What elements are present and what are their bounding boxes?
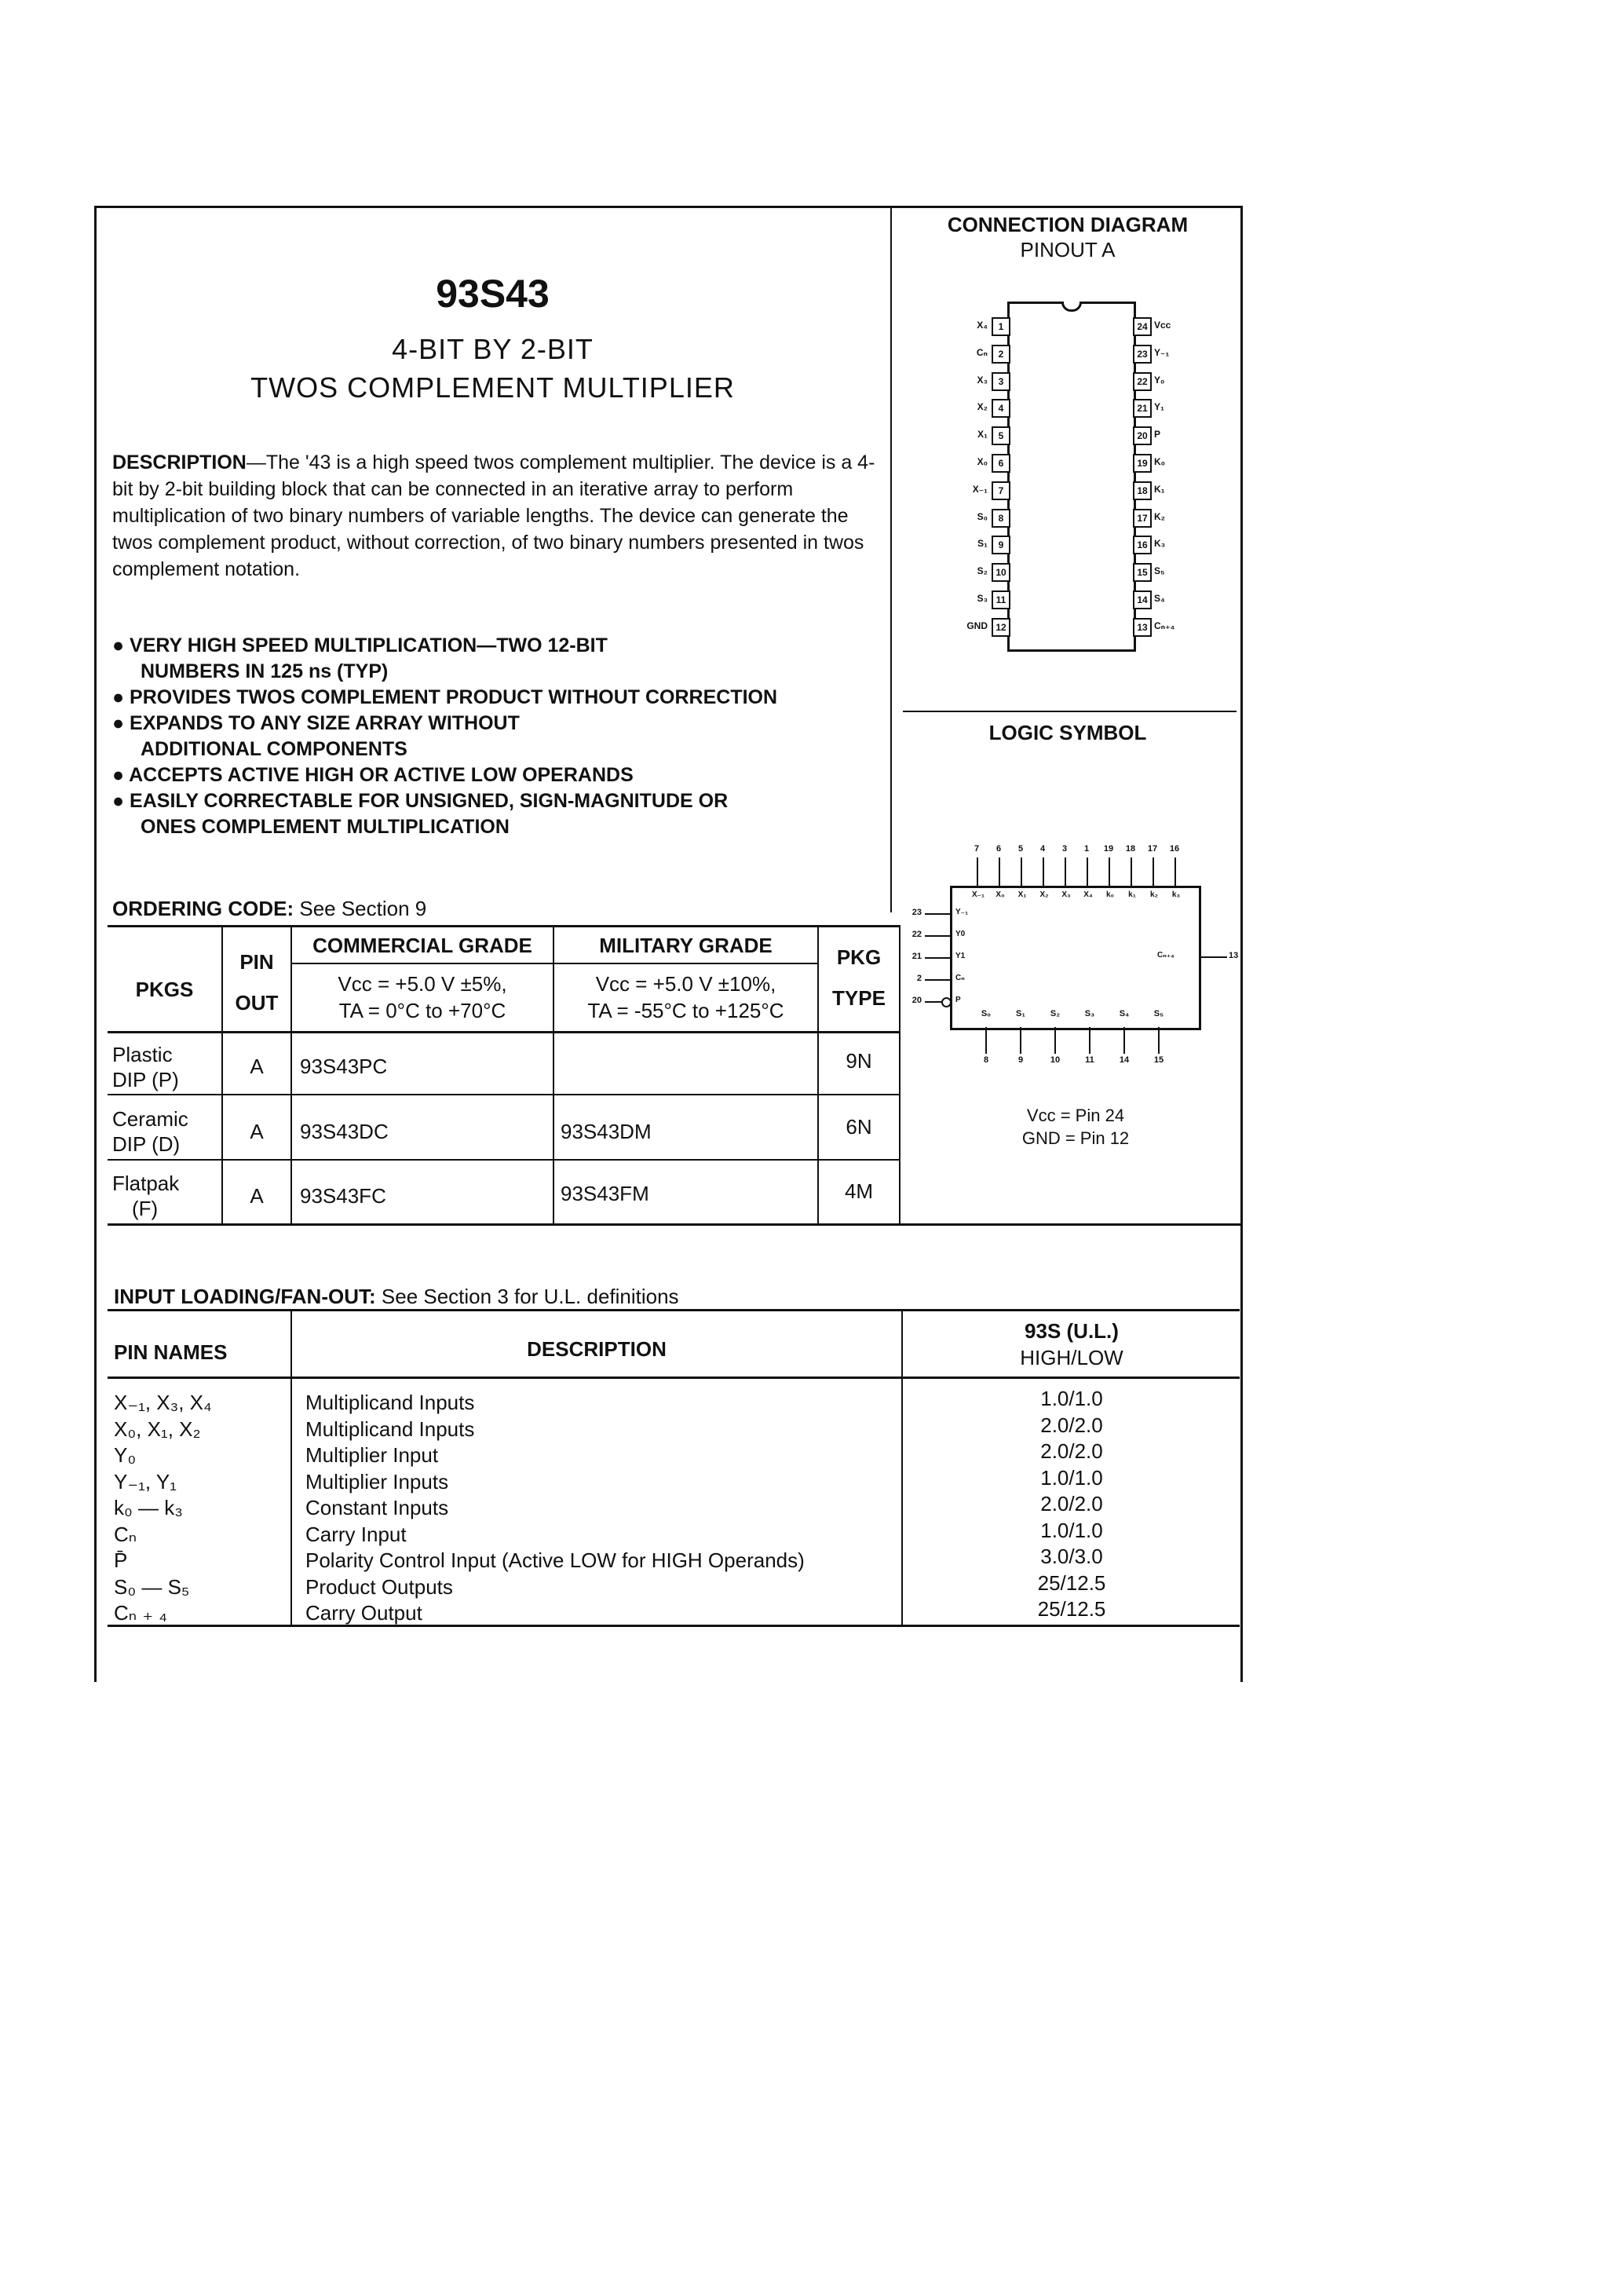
logic-pin-label: P (955, 996, 961, 1004)
logic-pin-label: Cₙ₊₄ (1157, 951, 1174, 960)
pin-label: S₂ (977, 565, 988, 577)
pin-box: 21 (1133, 399, 1152, 418)
page-title: 93S43 (436, 272, 550, 316)
logic-pin-label: X₄ (1083, 890, 1093, 899)
logic-pin-number: 9 (1017, 1055, 1024, 1065)
logic-pin-line (977, 857, 978, 886)
pin-label: K₀ (1154, 456, 1166, 467)
feature-item: ● ACCEPTS ACTIVE HIGH OR ACTIVE LOW OPERANDS (112, 764, 634, 786)
logic-pin-number: 7 (974, 844, 980, 854)
ordering-code-heading: ORDERING CODE: See Section 9 (112, 897, 427, 920)
ul-value: 2.0/2.0 (1040, 1439, 1103, 1463)
logic-pin-line (1021, 857, 1022, 886)
commercial-cond2: TA = 0°C to +70°C (338, 999, 506, 1022)
pin-box: 19 (1133, 454, 1152, 473)
header-pin-names: PIN NAMES (114, 1340, 228, 1364)
header-ul: 93S (U.L.) (1025, 1319, 1119, 1343)
pin-box: 12 (992, 618, 1010, 637)
header-pkg: PKG (836, 945, 882, 969)
description-column (305, 1390, 894, 1627)
logic-pin-label: Y₋₁ (955, 908, 969, 916)
pin-box: 4 (992, 399, 1010, 418)
header-military: MILITARY GRADE (599, 934, 773, 957)
pin-description: Carry Input (305, 1522, 407, 1546)
pin-description: Carry Output (305, 1601, 422, 1625)
row-pkg-sub: DIP (D) (112, 1132, 181, 1156)
pin-names-column (114, 1390, 288, 1627)
row-type: 9N (846, 1049, 872, 1073)
row-pkg: Ceramic (112, 1107, 188, 1131)
logic-pin-number: 8 (983, 1055, 989, 1065)
ul-value: 3.0/3.0 (1040, 1545, 1103, 1568)
pin-name: P̄ (114, 1548, 128, 1572)
ordering-col-line (553, 925, 554, 1223)
logic-pin-number: 17 (1147, 844, 1158, 854)
pin-label: S₁ (977, 538, 988, 550)
pin-label: K₁ (1154, 483, 1165, 495)
header-pin: PIN (239, 950, 274, 974)
ul-value: 2.0/2.0 (1040, 1492, 1103, 1515)
pin-description: Product Outputs (305, 1574, 453, 1599)
feature-item: ● VERY HIGH SPEED MULTIPLICATION—TWO 12-BIT NUMBERS IN 125 ns (TYP) (112, 634, 608, 682)
logic-pin-number: 22 (911, 930, 922, 939)
row-commercial: 93S43DC (300, 1120, 389, 1143)
logic-pin-label: S₄ (1119, 1009, 1130, 1018)
logic-pin-number: 15 (1153, 1055, 1164, 1065)
row-pkg: Plastic (112, 1043, 173, 1066)
ordering-col-line (290, 925, 292, 1223)
ul-value: 1.0/1.0 (1040, 1518, 1103, 1542)
pin-label: Cₙ₊₄ (1154, 620, 1175, 631)
pin-description: Multiplicand Inputs (305, 1417, 475, 1441)
pin-name: Cₙ (114, 1522, 137, 1546)
header-high-low: HIGH/LOW (1020, 1346, 1123, 1369)
commercial-cond1: Vcc = +5.0 V ±5%, (338, 972, 507, 996)
logic-pin-line (1123, 1027, 1125, 1054)
logic-pin-label: k₂ (1149, 890, 1158, 899)
pin-label: Vcc (1154, 320, 1171, 331)
logic-pin-number: 13 (1229, 951, 1239, 960)
ul-column (903, 1386, 1240, 1623)
pin-name: k₀ — k₃ (114, 1496, 183, 1519)
logic-pin-line (985, 1027, 987, 1054)
row-pinout: A (250, 1055, 264, 1078)
pin-name: Y₋₁, Y₁ (114, 1469, 177, 1493)
logic-pin-label: Cₙ (955, 974, 965, 982)
logic-pin-number: 16 (1169, 844, 1180, 854)
ordering-col-line (899, 925, 901, 1223)
pin-box: 14 (1133, 590, 1152, 609)
ul-value: 1.0/1.0 (1040, 1387, 1103, 1410)
ordering-table-top (108, 925, 899, 927)
pin-description: Constant Inputs (305, 1496, 449, 1519)
pin-description: Multiplicand Inputs (305, 1391, 475, 1414)
pin-label: S₅ (1154, 565, 1165, 577)
pin-label: Y₋₁ (1154, 346, 1170, 358)
ul-value: 2.0/2.0 (1040, 1413, 1103, 1437)
pin-name: Y₀ (114, 1443, 137, 1467)
ic-package (1007, 302, 1136, 652)
pin-label: X₋₁ (972, 483, 988, 495)
pin-box: 8 (992, 509, 1010, 528)
logic-pin-line (1174, 857, 1176, 886)
logic-pin-line (925, 1001, 942, 1003)
logic-pin-number: 4 (1039, 844, 1046, 854)
ordering-table-bottom (108, 1223, 1240, 1226)
row-pkg-sub: DIP (P) (112, 1068, 179, 1091)
logic-symbol-title: LOGIC SYMBOL (988, 721, 1147, 744)
pin-box: 15 (1133, 563, 1152, 582)
pin-label: P (1154, 429, 1161, 441)
grade-header-divider (290, 963, 819, 964)
row-type: 6N (846, 1115, 872, 1139)
logic-pin-label: Y1 (955, 952, 966, 960)
pin-label: X₄ (977, 320, 988, 331)
pin-label: S₀ (977, 510, 988, 522)
pin-label: K₃ (1154, 538, 1166, 550)
feature-list (112, 633, 882, 840)
pin-box: 22 (1133, 372, 1152, 391)
pin-box: 5 (992, 426, 1010, 445)
row-commercial: 93S43PC (300, 1055, 388, 1078)
pin-box: 9 (992, 536, 1010, 554)
description-text: —The '43 is a high speed twos complement multiplier. The device is a 4-bit by 2-bit building block that can be connected in an iterative array to perform multiplication of two binary numbers of variable lengths. The device can generate the twos complement product, without correction, of two binary numbers presented in twos complement notation. (112, 452, 875, 580)
pin-label: X₁ (977, 429, 988, 441)
pin-box: 18 (1133, 481, 1152, 500)
pin-description: Multiplier Input (305, 1443, 439, 1467)
pin-label: S₃ (977, 593, 988, 604)
pin-name: X₋₁, X₃, X₄ (114, 1391, 212, 1414)
vcc-note: Vcc = Pin 24 (1026, 1106, 1125, 1125)
inversion-bubble (941, 997, 952, 1007)
column-divider (890, 206, 892, 912)
logic-pin-line (1158, 1027, 1160, 1054)
logic-pin-number: 18 (1125, 844, 1136, 854)
pin-label: X₀ (977, 456, 988, 467)
ordering-header-bottom (108, 1031, 899, 1033)
pin-box: 20 (1133, 426, 1152, 445)
pin-description: Multiplier Inputs (305, 1469, 449, 1493)
loading-table-top (108, 1309, 1240, 1311)
ordering-row-line (108, 1094, 899, 1095)
feature-item: ● EASILY CORRECTABLE FOR UNSIGNED, SIGN-MAGNITUDE OR ONES COMPLEMENT MULTIPLICATION (112, 790, 729, 838)
subtitle-line1: 4-BIT BY 2-BIT (392, 333, 594, 365)
header-type: TYPE (832, 986, 886, 1010)
pin-label: Y₁ (1154, 401, 1164, 413)
pin-box: 13 (1133, 618, 1152, 637)
row-pkg: Flatpak (112, 1172, 180, 1195)
pin-box: 11 (992, 590, 1010, 609)
frame-left (94, 206, 97, 1682)
logic-pin-label: X₀ (995, 890, 1005, 899)
connection-diagram-subtitle: PINOUT A (1020, 238, 1116, 261)
pin-label: X₂ (977, 401, 988, 413)
military-cond1: Vcc = +5.0 V ±10%, (595, 972, 776, 996)
feature-item: ● EXPANDS TO ANY SIZE ARRAY WITHOUT ADDITIONAL COMPONENTS (112, 712, 520, 760)
logic-pin-line (1087, 857, 1088, 886)
pin-label: K₂ (1154, 510, 1165, 522)
pin-label: Cₙ (976, 346, 988, 358)
logic-pin-line (925, 913, 950, 915)
logic-pin-line (1020, 1027, 1021, 1054)
logic-pin-label: S₃ (1084, 1009, 1095, 1018)
pin-label: Y₀ (1154, 374, 1165, 386)
logic-pin-label: S₅ (1153, 1009, 1164, 1018)
row-pinout: A (250, 1184, 264, 1208)
logic-pin-line (999, 857, 1000, 886)
frame-right (1240, 206, 1243, 1682)
row-commercial: 93S43FC (300, 1184, 386, 1208)
pin-box: 2 (992, 345, 1010, 364)
pin-label: GND (966, 620, 988, 631)
pin-box: 1 (992, 317, 1010, 336)
logic-pin-number: 1 (1083, 844, 1090, 854)
logic-pin-label: k₁ (1128, 890, 1136, 899)
loading-header-bottom (108, 1377, 1240, 1379)
logic-pin-label: S₁ (1016, 1009, 1025, 1018)
logic-pin-number: 10 (1050, 1055, 1061, 1065)
logic-pin-label: k₀ (1105, 890, 1115, 899)
section-divider (903, 711, 1237, 712)
description-label: DESCRIPTION (112, 452, 247, 473)
pin-label: X₃ (977, 374, 988, 386)
logic-pin-label: S₀ (981, 1009, 992, 1018)
pin-box: 23 (1133, 345, 1152, 364)
logic-pin-number: 19 (1103, 844, 1114, 854)
pin-description: Polarity Control Input (Active LOW for HIGH Operands) (305, 1548, 805, 1572)
logic-pin-line (1089, 1027, 1090, 1054)
logic-pin-number: 21 (911, 952, 922, 961)
row-pinout: A (250, 1120, 264, 1143)
logic-pin-number: 14 (1119, 1055, 1130, 1065)
logic-pin-label: Y0 (955, 930, 966, 938)
input-loading-heading: INPUT LOADING/FAN-OUT: See Section 3 for U.L. definitions (114, 1285, 679, 1308)
logic-pin-number: 11 (1085, 1055, 1094, 1065)
row-type: 4M (844, 1179, 874, 1203)
logic-pin-number: 23 (911, 908, 922, 917)
pin-label: S₄ (1154, 593, 1165, 604)
logic-pin-label: X₃ (1061, 890, 1071, 899)
pin-box: 16 (1133, 536, 1152, 554)
header-out: OUT (235, 991, 279, 1015)
description (112, 449, 878, 583)
ordering-col-line (817, 925, 819, 1223)
logic-pin-line (1199, 956, 1227, 958)
header-description: DESCRIPTION (527, 1337, 667, 1361)
row-pkg-sub: (F) (132, 1197, 159, 1220)
logic-pin-line (925, 957, 950, 959)
logic-pin-number: 6 (995, 844, 1002, 854)
logic-pin-label: S₂ (1050, 1009, 1061, 1018)
pin-box: 3 (992, 372, 1010, 391)
feature-item: ● PROVIDES TWOS COMPLEMENT PRODUCT WITHOUT CORRECTION (112, 686, 778, 708)
logic-pin-number: 3 (1061, 844, 1068, 854)
logic-pin-line (925, 935, 950, 937)
frame-top (94, 206, 1242, 208)
logic-pin-label: k₃ (1171, 890, 1181, 899)
subtitle-line2: TWOS COMPLEMENT MULTIPLIER (250, 371, 735, 404)
logic-pin-line (1054, 1027, 1056, 1054)
logic-pin-line (1153, 857, 1154, 886)
ul-value: 25/12.5 (1037, 1570, 1106, 1595)
row-military: 93S43DM (561, 1120, 652, 1143)
military-cond2: TA = -55°C to +125°C (587, 999, 784, 1022)
logic-pin-line (1109, 857, 1110, 886)
pin-name: Cₙ ₊ ₄ (114, 1601, 167, 1625)
logic-pin-label: X₂ (1039, 890, 1049, 899)
header-pkgs: PKGS (135, 978, 194, 1001)
pin-box: 17 (1133, 509, 1152, 528)
pin-name: X₀, X₁, X₂ (114, 1417, 201, 1441)
pin-box: 6 (992, 454, 1010, 473)
ordering-row-line (108, 1159, 899, 1161)
pin-box: 10 (992, 563, 1010, 582)
logic-pin-line (1043, 857, 1044, 886)
ul-value: 1.0/1.0 (1040, 1465, 1103, 1490)
header-commercial: COMMERCIAL GRADE (312, 934, 532, 957)
logic-pin-line (1065, 857, 1066, 886)
logic-pin-number: 2 (916, 974, 922, 983)
logic-pin-number: 5 (1017, 844, 1024, 854)
pin-box: 7 (992, 481, 1010, 500)
row-military: 93S43FM (561, 1182, 649, 1205)
logic-pin-line (1131, 857, 1132, 886)
pin-box: 24 (1133, 317, 1152, 336)
logic-pin-number: 20 (911, 996, 922, 1005)
pin-name: S₀ — S₅ (114, 1574, 190, 1599)
logic-pin-line (925, 979, 950, 981)
gnd-note: GND = Pin 12 (1021, 1128, 1130, 1148)
logic-pin-label: X₁ (1017, 890, 1027, 899)
ul-value: 25/12.5 (1037, 1597, 1106, 1621)
connection-diagram-title: CONNECTION DIAGRAM (947, 213, 1189, 236)
logic-pin-label: X₋₁ (971, 890, 985, 899)
